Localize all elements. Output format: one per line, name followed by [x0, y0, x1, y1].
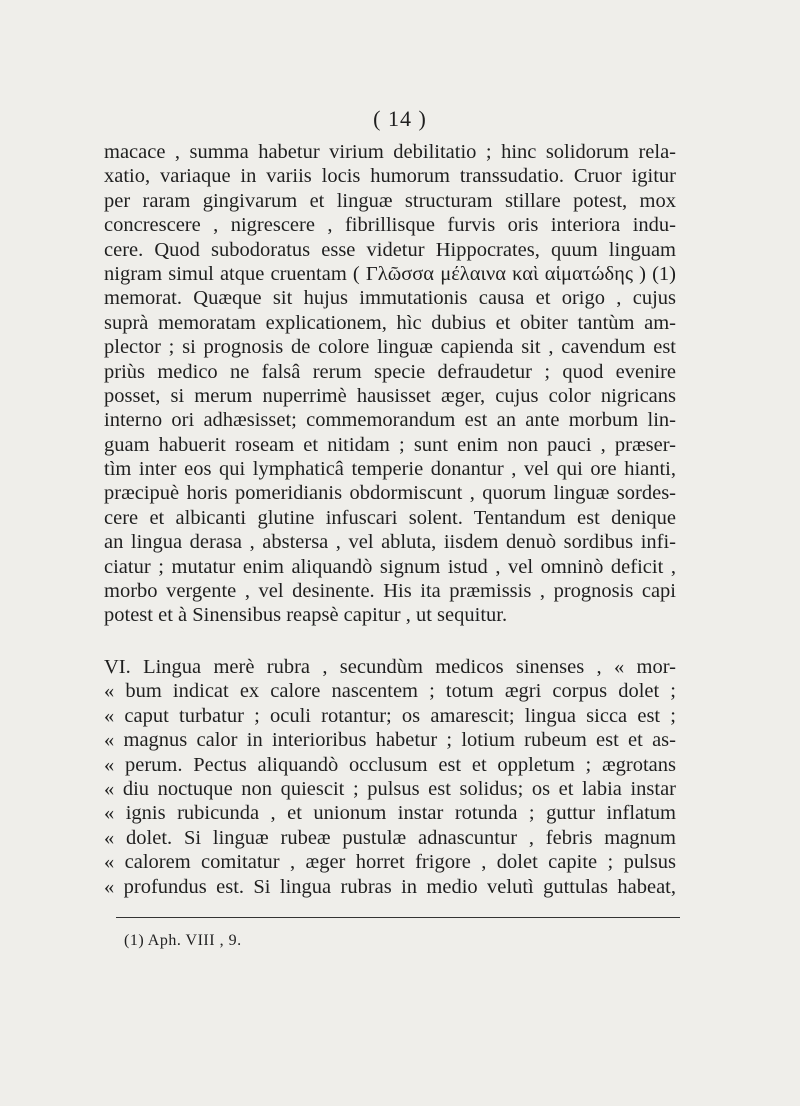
text-line: « profundus est. Si lingua rubras in medio velutì guttulas habeat, [104, 875, 676, 898]
footnote-divider [116, 917, 680, 918]
text-line: morbo vergente , vel desinente. His ita præmissis , prognosis capi [104, 580, 676, 603]
text-line: memorat. Quæque sit hujus immutationis causa et origo , cujus [104, 287, 676, 310]
text-line: VI. Lingua merè rubra , secundùm medicos sinenses , « mor- [104, 656, 676, 678]
text-line: « calorem comitatur , æger horret frigore , dolet capite ; pulsus [104, 851, 676, 874]
text-line: præcipuè horis pomeridianis obdormiscunt , quorum linguæ sordes- [104, 482, 676, 505]
text-line: per raram gingivarum et linguæ structuram stillare potest, mox [104, 189, 676, 212]
text-line: nigram simul atque cruentam ( Γλῶσσα μέλαινα καὶ αἱματώδης ) (1) [104, 262, 676, 285]
text-line: « ignis rubicunda , et unionum instar rotunda ; guttur inflatum [104, 802, 676, 825]
text-line: « diu noctuque non quiescit ; pulsus est solidus; os et labia instar [104, 777, 676, 800]
text-line: potest et à Sinensibus reapsè capitur , ut sequitur. [104, 604, 508, 627]
text-line: cere et albicanti glutine infuscari solent. Tentandum est denique [104, 506, 676, 529]
text-line: « dolet. Si linguæ rubeæ pustulæ adnascuntur , febris magnum [104, 826, 676, 849]
text-line: concrescere , nigrescere , fibrillisque furvis oris interiora indu- [104, 214, 676, 237]
paragraph-main [104, 140, 676, 628]
text-line: « caput turbatur ; oculi rotantur; os amarescit; lingua sicca est ; [104, 704, 676, 727]
text-line: an lingua derasa , abstersa , vel abluta, iisdem denuò sordibus infi- [104, 531, 676, 554]
text-line: interno ori adhæsisset; commemorandum est an ante morbum lin- [104, 409, 676, 432]
text-line: posset, si merum nuperrimè hausisset æger, cujus color nigricans [104, 384, 676, 407]
text-line: suprà memoratam explicationem, hìc dubius et obiter tantùm am- [104, 311, 676, 334]
text-line: « perum. Pectus aliquandò occlusum est et oppletum ; ægrotans [104, 753, 676, 776]
text-line: « bum indicat ex calore nascentem ; totum ægri corpus dolet ; [104, 680, 676, 703]
footnote: (1) Aph. VIII , 9. [124, 932, 242, 949]
text-line: guam habuerit roseam et nitidam ; sunt enim non pauci , præser- [104, 433, 676, 456]
text-line: plector ; si prognosis de colore linguæ capienda sit , cavendum est [104, 336, 676, 359]
text-line: priùs medico ne falsâ rerum specie defraudetur ; quod evenire [104, 360, 676, 383]
text-line: ciatur ; mutatur enim aliquandò signum istud , vel omninò deficit , [104, 555, 676, 578]
paragraph-section-vi [104, 655, 676, 899]
text-line: tìm inter eos qui lymphaticâ temperie donantur , vel qui ore hianti, [104, 458, 676, 481]
text-line: xatio, variaque in variis locis humorum transsudatio. Cruor igitur [104, 165, 676, 188]
text-line: macace , summa habetur virium debilitatio ; hinc solidorum rela- [104, 141, 676, 163]
text-line: cere. Quod subodoratus esse videtur Hippocrates, quum linguam [104, 238, 676, 261]
page-number: ( 14 ) [373, 106, 427, 131]
text-line: « magnus calor in interioribus habetur ; lotium rubeum est et as- [104, 729, 676, 752]
